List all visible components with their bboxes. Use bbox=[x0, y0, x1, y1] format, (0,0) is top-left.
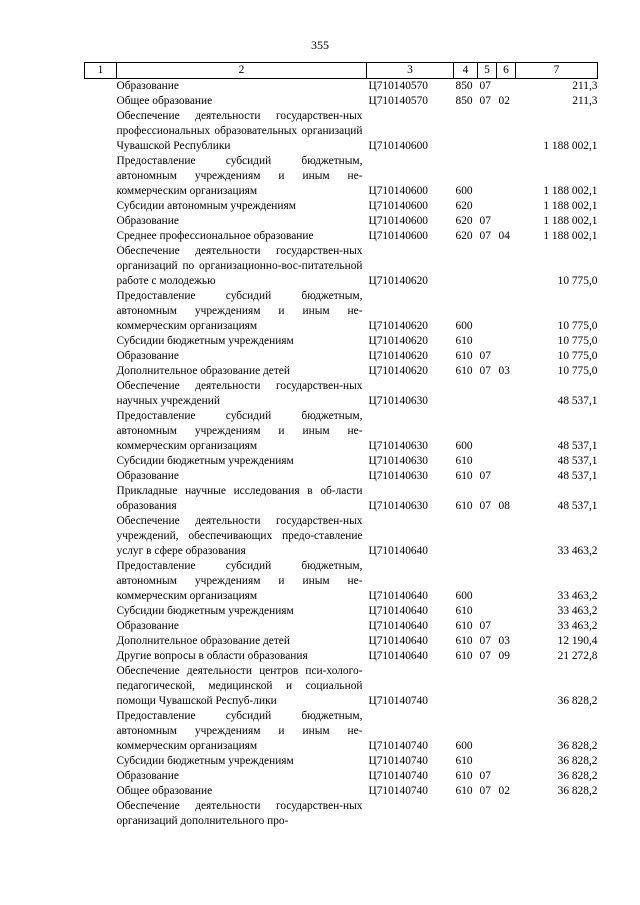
target-code: Ц710140570 bbox=[368, 95, 428, 107]
table-row bbox=[85, 154, 598, 199]
expense-type-code: 610 bbox=[455, 620, 473, 632]
empty-cell bbox=[85, 349, 117, 364]
column-header: 2 bbox=[117, 63, 367, 79]
table-row bbox=[85, 754, 598, 769]
empty-cell bbox=[85, 709, 117, 754]
expense-type-code: 600 bbox=[455, 740, 473, 752]
section-code: 07 bbox=[479, 650, 491, 662]
table-row bbox=[85, 409, 598, 454]
section-code bbox=[478, 244, 497, 289]
subsection-code bbox=[497, 664, 516, 709]
expense-type-code: 620 bbox=[455, 200, 473, 212]
empty-cell bbox=[85, 799, 117, 829]
column-header: 3 bbox=[367, 63, 454, 79]
empty-cell bbox=[85, 469, 117, 484]
target-code: Ц710140640 bbox=[368, 635, 428, 647]
table-row bbox=[85, 454, 598, 469]
expense-name: Предоставление субсидий бюджетным, автономным учреждениям и иным не-коммерческим организациям bbox=[116, 560, 363, 602]
empty-cell bbox=[85, 364, 117, 379]
target-code: Ц710140740 bbox=[368, 785, 428, 797]
section-code: 07 bbox=[479, 215, 491, 227]
expense-name: Общее образование bbox=[116, 785, 213, 797]
expense-name: Другие вопросы в области образования bbox=[116, 650, 308, 662]
amount: 1 188 002,1 bbox=[543, 140, 598, 152]
expense-name: Образование bbox=[116, 470, 179, 482]
subsection-code: 03 bbox=[498, 365, 510, 377]
expense-name: Предоставление субсидий бюджетным, автономным учреждениям и иным не-коммерческим организациям bbox=[116, 155, 363, 197]
target-code: Ц710140600 bbox=[368, 215, 428, 227]
column-header: 6 bbox=[497, 63, 516, 79]
expense-type-code bbox=[454, 799, 478, 829]
table-row bbox=[85, 484, 598, 514]
expense-type-code: 600 bbox=[455, 440, 473, 452]
section-code bbox=[478, 109, 497, 154]
amount: 33 463,2 bbox=[557, 545, 598, 557]
expense-name: Субсидии автономным учреждениям bbox=[116, 200, 296, 212]
subsection-code bbox=[497, 604, 516, 619]
empty-cell bbox=[85, 379, 117, 409]
target-code: Ц710140640 bbox=[368, 605, 428, 617]
table-row bbox=[85, 649, 598, 664]
amount: 12 190,4 bbox=[557, 635, 598, 647]
table-row bbox=[85, 514, 598, 559]
target-code: Ц710140630 bbox=[368, 500, 428, 512]
subsection-code bbox=[497, 709, 516, 754]
subsection-code bbox=[497, 334, 516, 349]
amount: 33 463,2 bbox=[557, 605, 598, 617]
expense-name: Обеспечение деятельности государствен-ных организаций дополнительного про- bbox=[116, 800, 363, 827]
target-code: Ц710140640 bbox=[368, 545, 428, 557]
subsection-code bbox=[497, 514, 516, 559]
target-code: Ц710140740 bbox=[368, 740, 428, 752]
expense-name: Образование bbox=[116, 80, 179, 92]
table-row bbox=[85, 769, 598, 784]
expense-name: Среднее профессиональное образование bbox=[116, 230, 314, 242]
table-row bbox=[85, 604, 598, 619]
column-number-header bbox=[85, 63, 598, 79]
section-code: 07 bbox=[479, 80, 491, 92]
amount: 48 537,1 bbox=[557, 455, 598, 467]
expense-type-code bbox=[454, 109, 478, 154]
expense-type-code bbox=[454, 514, 478, 559]
subsection-code: 02 bbox=[498, 785, 510, 797]
target-code bbox=[367, 799, 454, 829]
expense-type-code: 610 bbox=[455, 335, 473, 347]
section-code bbox=[478, 559, 497, 604]
subsection-code bbox=[497, 619, 516, 634]
target-code: Ц710140600 bbox=[368, 185, 428, 197]
amount: 48 537,1 bbox=[557, 500, 598, 512]
empty-cell bbox=[85, 484, 117, 514]
amount: 21 272,8 bbox=[557, 650, 598, 662]
target-code: Ц710140620 bbox=[368, 335, 428, 347]
target-code: Ц710140740 bbox=[368, 770, 428, 782]
section-code bbox=[478, 664, 497, 709]
table-row bbox=[85, 784, 598, 799]
empty-cell bbox=[85, 634, 117, 649]
section-code: 07 bbox=[479, 500, 491, 512]
amount: 1 188 002,1 bbox=[543, 230, 598, 242]
expense-name: Общее образование bbox=[116, 95, 213, 107]
table-row bbox=[85, 619, 598, 634]
expense-name: Образование bbox=[116, 770, 179, 782]
table-row bbox=[85, 334, 598, 349]
expense-type-code bbox=[454, 244, 478, 289]
table-row bbox=[85, 79, 598, 95]
subsection-code bbox=[497, 244, 516, 289]
expense-name: Обеспечение деятельности государствен-ных профессиональных образовательных организаций Чувашской Республики bbox=[116, 110, 363, 152]
target-code: Ц710140740 bbox=[368, 695, 428, 707]
target-code: Ц710140640 bbox=[368, 620, 428, 632]
page-number: 355 bbox=[311, 38, 329, 52]
amount: 1 188 002,1 bbox=[543, 185, 598, 197]
amount: 33 463,2 bbox=[557, 620, 598, 632]
expense-type-code: 610 bbox=[455, 635, 473, 647]
target-code: Ц710140640 bbox=[368, 650, 428, 662]
expense-type-code bbox=[454, 379, 478, 409]
amount bbox=[516, 799, 598, 829]
table-row bbox=[85, 199, 598, 214]
expense-type-code bbox=[454, 664, 478, 709]
column-header: 7 bbox=[516, 63, 598, 79]
empty-cell bbox=[85, 229, 117, 244]
target-code: Ц710140600 bbox=[368, 200, 428, 212]
amount: 36 828,2 bbox=[557, 755, 598, 767]
expense-name: Субсидии бюджетным учреждениям bbox=[116, 605, 294, 617]
expense-name: Образование bbox=[116, 350, 179, 362]
expense-type-code: 600 bbox=[455, 320, 473, 332]
amount: 211,3 bbox=[572, 80, 598, 92]
empty-cell bbox=[85, 409, 117, 454]
empty-cell bbox=[85, 649, 117, 664]
expense-name: Образование bbox=[116, 215, 179, 227]
amount: 10 775,0 bbox=[557, 365, 598, 377]
amount: 36 828,2 bbox=[557, 695, 598, 707]
subsection-code bbox=[497, 454, 516, 469]
expense-type-code: 850 bbox=[455, 80, 473, 92]
expense-type-code: 610 bbox=[455, 365, 473, 377]
subsection-code bbox=[497, 154, 516, 199]
amount: 36 828,2 bbox=[557, 740, 598, 752]
section-code: 07 bbox=[479, 95, 491, 107]
subsection-code bbox=[497, 214, 516, 229]
empty-cell bbox=[85, 754, 117, 769]
expense-type-code: 610 bbox=[455, 650, 473, 662]
section-code: 07 bbox=[479, 635, 491, 647]
expense-name: Дополнительное образование детей bbox=[116, 365, 290, 377]
target-code: Ц710140600 bbox=[368, 140, 428, 152]
target-code: Ц710140630 bbox=[368, 455, 428, 467]
subsection-code bbox=[497, 559, 516, 604]
expense-name: Субсидии бюджетным учреждениям bbox=[116, 755, 294, 767]
expense-name: Обеспечение деятельности государствен-ных организаций по организационно-вос-питательной работе с молодежью bbox=[116, 245, 363, 287]
subsection-code: 03 bbox=[498, 635, 510, 647]
table-row bbox=[85, 379, 598, 409]
table-row bbox=[85, 349, 598, 364]
amount: 33 463,2 bbox=[557, 590, 598, 602]
empty-cell bbox=[85, 664, 117, 709]
table-row bbox=[85, 634, 598, 649]
empty-cell bbox=[85, 559, 117, 604]
target-code: Ц710140630 bbox=[368, 470, 428, 482]
section-code bbox=[478, 514, 497, 559]
empty-cell bbox=[85, 94, 117, 109]
empty-cell bbox=[85, 619, 117, 634]
expense-name: Обеспечение деятельности государствен-ных научных учреждений bbox=[116, 380, 363, 407]
amount: 36 828,2 bbox=[557, 770, 598, 782]
expense-name: Обеспечение деятельности государствен-ных учреждений, обеспечивающих предо-ставление услуг в сфере образования bbox=[116, 515, 363, 557]
subsection-code: 08 bbox=[498, 500, 510, 512]
table-body bbox=[85, 79, 598, 830]
subsection-code bbox=[497, 349, 516, 364]
expense-type-code: 610 bbox=[455, 455, 473, 467]
amount: 48 537,1 bbox=[557, 470, 598, 482]
expense-name: Субсидии бюджетным учреждениям bbox=[116, 335, 294, 347]
expense-name: Предоставление субсидий бюджетным, автономным учреждениям и иным не-коммерческим организациям bbox=[116, 410, 363, 452]
target-code: Ц710140620 bbox=[368, 350, 428, 362]
empty-cell bbox=[85, 784, 117, 799]
section-code: 07 bbox=[479, 350, 491, 362]
table-row bbox=[85, 709, 598, 754]
target-code: Ц710140570 bbox=[368, 80, 428, 92]
section-code bbox=[478, 799, 497, 829]
section-code bbox=[478, 709, 497, 754]
expense-type-code: 600 bbox=[455, 590, 473, 602]
table-row bbox=[85, 799, 598, 829]
expense-name: Обеспечение деятельности центров пси-холого-педагогической, медицинской и социальной помощи Чувашской Респуб-лики bbox=[116, 665, 363, 707]
amount: 1 188 002,1 bbox=[543, 215, 598, 227]
empty-cell bbox=[85, 289, 117, 334]
subsection-code bbox=[497, 799, 516, 829]
table-row bbox=[85, 109, 598, 154]
target-code: Ц710140630 bbox=[368, 395, 428, 407]
section-code bbox=[478, 409, 497, 454]
empty-cell bbox=[85, 334, 117, 349]
expense-name: Предоставление субсидий бюджетным, автономным учреждениям и иным не-коммерческим организациям bbox=[116, 290, 363, 332]
table-row bbox=[85, 229, 598, 244]
section-code bbox=[478, 604, 497, 619]
amount: 211,3 bbox=[572, 95, 598, 107]
expense-type-code: 610 bbox=[455, 500, 473, 512]
subsection-code bbox=[497, 109, 516, 154]
subsection-code bbox=[497, 769, 516, 784]
section-code bbox=[478, 289, 497, 334]
section-code: 07 bbox=[479, 230, 491, 242]
empty-cell bbox=[85, 454, 117, 469]
amount: 10 775,0 bbox=[557, 275, 598, 287]
expense-name: Образование bbox=[116, 620, 179, 632]
section-code: 07 bbox=[479, 470, 491, 482]
subsection-code: 02 bbox=[498, 95, 510, 107]
expense-type-code: 620 bbox=[455, 230, 473, 242]
subsection-code bbox=[497, 289, 516, 334]
column-header: 5 bbox=[478, 63, 497, 79]
table-row bbox=[85, 469, 598, 484]
target-code: Ц710140640 bbox=[368, 590, 428, 602]
section-code bbox=[478, 154, 497, 199]
table-row bbox=[85, 364, 598, 379]
expense-type-code: 610 bbox=[455, 755, 473, 767]
expense-type-code: 610 bbox=[455, 470, 473, 482]
target-code: Ц710140620 bbox=[368, 365, 428, 377]
empty-cell bbox=[85, 109, 117, 154]
table-row bbox=[85, 94, 598, 109]
empty-cell bbox=[85, 199, 117, 214]
subsection-code bbox=[497, 409, 516, 454]
empty-cell bbox=[85, 769, 117, 784]
budget-table bbox=[84, 62, 598, 829]
amount: 48 537,1 bbox=[557, 440, 598, 452]
expense-type-code: 850 bbox=[455, 95, 473, 107]
expense-type-code: 610 bbox=[455, 785, 473, 797]
expense-name: Прикладные научные исследования в об-ласти образования bbox=[116, 485, 363, 512]
amount: 10 775,0 bbox=[557, 350, 598, 362]
expense-name: Субсидии бюджетным учреждениям bbox=[116, 455, 294, 467]
target-code: Ц710140620 bbox=[368, 275, 428, 287]
empty-cell bbox=[85, 244, 117, 289]
amount: 10 775,0 bbox=[557, 320, 598, 332]
section-code: 07 bbox=[479, 365, 491, 377]
table-row bbox=[85, 289, 598, 334]
subsection-code bbox=[497, 379, 516, 409]
section-code bbox=[478, 379, 497, 409]
empty-cell bbox=[85, 154, 117, 199]
expense-name: Предоставление субсидий бюджетным, автономным учреждениям и иным не-коммерческим организациям bbox=[116, 710, 363, 752]
expense-type-code: 610 bbox=[455, 350, 473, 362]
subsection-code bbox=[497, 79, 516, 95]
subsection-code bbox=[497, 469, 516, 484]
table-row bbox=[85, 244, 598, 289]
target-code: Ц710140620 bbox=[368, 320, 428, 332]
subsection-code bbox=[497, 199, 516, 214]
expense-name: Дополнительное образование детей bbox=[116, 635, 290, 647]
empty-cell bbox=[85, 604, 117, 619]
expense-type-code: 610 bbox=[455, 605, 473, 617]
empty-cell bbox=[85, 214, 117, 229]
column-header: 1 bbox=[85, 63, 117, 79]
target-code: Ц710140600 bbox=[368, 230, 428, 242]
section-code: 07 bbox=[479, 620, 491, 632]
section-code bbox=[478, 199, 497, 214]
column-header: 4 bbox=[454, 63, 478, 79]
target-code: Ц710140630 bbox=[368, 440, 428, 452]
section-code bbox=[478, 454, 497, 469]
expense-type-code: 610 bbox=[455, 770, 473, 782]
section-code: 07 bbox=[479, 785, 491, 797]
expense-type-code: 600 bbox=[455, 185, 473, 197]
target-code: Ц710140740 bbox=[368, 755, 428, 767]
amount: 1 188 002,1 bbox=[543, 200, 598, 212]
section-code bbox=[478, 334, 497, 349]
table-row bbox=[85, 559, 598, 604]
amount: 36 828,2 bbox=[557, 785, 598, 797]
empty-cell bbox=[85, 514, 117, 559]
table-row bbox=[85, 214, 598, 229]
section-code: 07 bbox=[479, 770, 491, 782]
subsection-code: 09 bbox=[498, 650, 510, 662]
amount: 48 537,1 bbox=[557, 395, 598, 407]
table-row bbox=[85, 664, 598, 709]
expense-type-code: 620 bbox=[455, 215, 473, 227]
empty-cell bbox=[85, 79, 117, 95]
subsection-code: 04 bbox=[498, 230, 510, 242]
subsection-code bbox=[497, 754, 516, 769]
section-code bbox=[478, 754, 497, 769]
amount: 10 775,0 bbox=[557, 335, 598, 347]
